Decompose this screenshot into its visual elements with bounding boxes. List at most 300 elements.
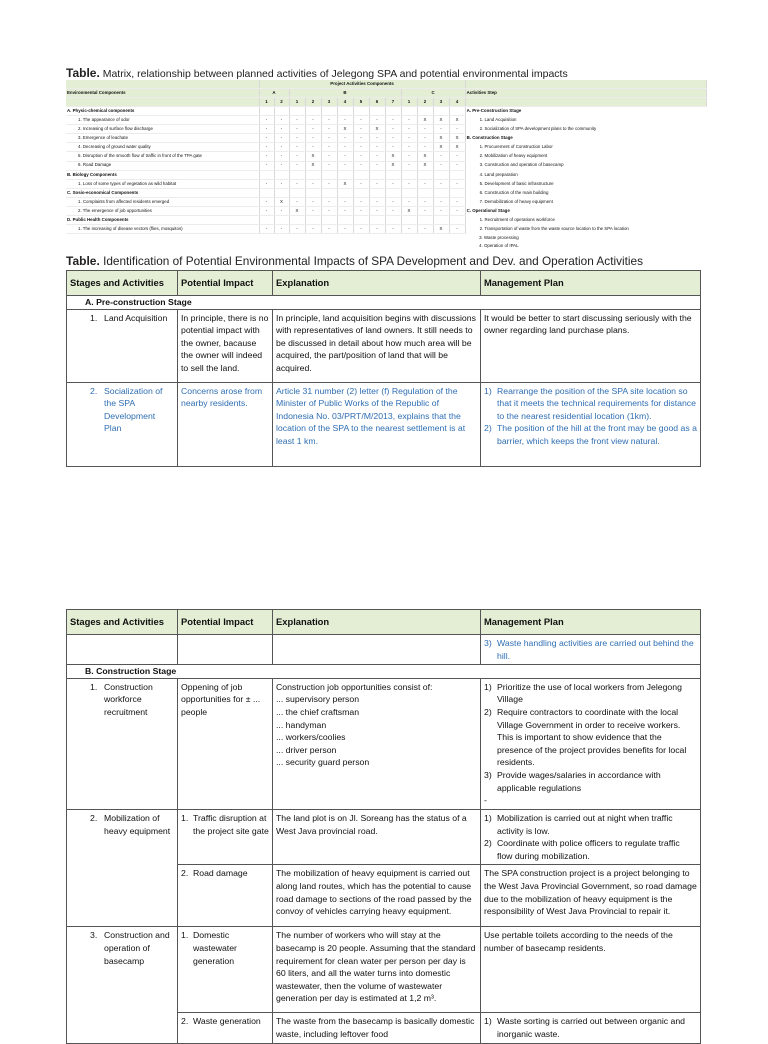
- plan-item: [484, 422, 697, 447]
- matrix-mark-empty: [385, 107, 401, 116]
- header-stages: Stages and Activities: [67, 271, 178, 296]
- matrix-mark-empty: [305, 107, 321, 116]
- matrix-activity-number: 1: [401, 98, 417, 107]
- matrix-activity-number: 3: [321, 98, 337, 107]
- impact-text: Domestic wastewater generation: [193, 930, 237, 966]
- matrix-component-label: 4. Decreasing of ground water quality: [66, 143, 259, 152]
- matrix-mark-empty: [337, 170, 353, 179]
- activity-cell: [67, 678, 178, 809]
- matrix-mark: -: [321, 197, 337, 206]
- matrix-mark-empty: [305, 188, 321, 197]
- matrix-empty: [259, 242, 274, 250]
- matrix-mark-empty: [417, 107, 433, 116]
- plan-item-text: Coordinate with police officers to regulate traffic flow during mobilization.: [497, 838, 680, 861]
- matrix-mark: -: [369, 134, 385, 143]
- header-plan: Management Plan: [481, 271, 701, 296]
- plan-item: [484, 681, 697, 706]
- matrix-mark: -: [305, 207, 321, 216]
- matrix-mark: -: [401, 116, 417, 125]
- matrix-empty: [321, 242, 337, 250]
- impact-cell: [178, 809, 273, 864]
- plan-item-text: The position of the hill at the front may be good as a barrier, which keeps the front view natural.: [497, 423, 697, 447]
- matrix-group-c: C: [401, 89, 465, 98]
- plan-cell: It would be better to start discussing seriously with the owner regarding land purchase plans.: [481, 309, 701, 382]
- table-row: [67, 927, 701, 1013]
- plan-item: [484, 706, 697, 769]
- matrix-mark-empty: [274, 216, 289, 225]
- matrix-row: [66, 242, 706, 250]
- matrix-mark: X: [305, 152, 321, 161]
- matrix-mark: -: [353, 152, 369, 161]
- table-row: [67, 809, 701, 864]
- activity-number: 3.: [90, 930, 98, 941]
- matrix-mark-empty: [289, 170, 305, 179]
- plan-cell: [481, 809, 701, 864]
- matrix-header-steps: Activities Step: [465, 89, 706, 98]
- matrix-mark: X: [449, 143, 465, 152]
- impact-cell: In principle, there is no potential impact with the owner, bacause the owner will indeed to sell the land.: [178, 309, 273, 382]
- matrix-caption: [66, 66, 568, 80]
- matrix-activity-number: 7: [385, 98, 401, 107]
- matrix-mark: -: [274, 125, 289, 134]
- matrix-mark: -: [337, 207, 353, 216]
- table-row: [67, 635, 701, 665]
- matrix-activity-step: 3. Waste processing: [479, 234, 519, 240]
- matrix-mark-empty: [289, 188, 305, 197]
- matrix-empty: [401, 242, 417, 250]
- matrix-mark: -: [449, 161, 465, 170]
- matrix-mark: -: [401, 134, 417, 143]
- matrix-mark: -: [321, 134, 337, 143]
- plan-item: [484, 837, 697, 862]
- matrix-mark-empty: [385, 188, 401, 197]
- matrix-mark-empty: [417, 216, 433, 225]
- matrix-mark: -: [369, 197, 385, 206]
- plan-item-text: Provide wages/salaries in accordance with applicable regulations: [497, 770, 661, 793]
- plan-item-text: Prioritize the use of local workers from Jelegong Village: [497, 681, 682, 705]
- plan-item-text: Require contractors to coordinate with the local Village Government in order to receive workers. This is important to show evidence that the presence of the project provides benefits for local residents.: [497, 707, 687, 768]
- plan-item-number: 1): [484, 1016, 492, 1027]
- matrix-mark-empty: [449, 216, 465, 225]
- activity-cell: [67, 635, 178, 665]
- matrix-mark: -: [369, 143, 385, 152]
- matrix-mark: -: [259, 134, 274, 143]
- matrix-mark-empty: [401, 216, 417, 225]
- matrix-mark: -: [417, 225, 433, 234]
- matrix-mark-empty: [353, 107, 369, 116]
- matrix-mark-empty: [353, 216, 369, 225]
- matrix-row: [66, 143, 706, 152]
- table-row: [67, 309, 701, 382]
- explanation-item: ... supervisory person: [276, 694, 360, 705]
- matrix-mark: -: [274, 116, 289, 125]
- activity-name: Construction and operation of basecamp: [104, 930, 170, 966]
- matrix-component-label: 3. Emergence of leachate: [66, 134, 259, 143]
- matrix-mark: -: [289, 125, 305, 134]
- matrix-mark-empty: [385, 170, 401, 179]
- matrix-mark-empty: [353, 188, 369, 197]
- explanation-cell: The waste from the basecamp is basically domestic waste, including leftover food: [273, 1013, 481, 1043]
- impact-cell: [178, 1013, 273, 1043]
- matrix-row: [66, 225, 706, 234]
- matrix-mark-empty: [321, 107, 337, 116]
- matrix-empty: [433, 242, 449, 250]
- matrix-activity-step: A. Pre-Construction Stage: [466, 108, 522, 114]
- matrix-mark: X: [433, 116, 449, 125]
- table-header-row: [67, 610, 701, 635]
- matrix-mark: -: [337, 161, 353, 170]
- matrix-mark: -: [401, 143, 417, 152]
- matrix-component-label: 2. The emergence of job opportunities: [66, 207, 259, 216]
- matrix-mark: -: [305, 143, 321, 152]
- matrix-mark: -: [417, 134, 433, 143]
- plan-cell: [481, 1013, 701, 1043]
- matrix-empty: [259, 234, 274, 243]
- stage-row: [67, 296, 701, 310]
- matrix-mark: -: [321, 143, 337, 152]
- activity-cell: [67, 309, 178, 382]
- matrix-mark: -: [369, 207, 385, 216]
- explanation-cell: In principle, land acquisition begins with discussions with representatives of land owners. It still needs to be discussed in detail about how much area will be acquired, the part/position of land that will be acquired.: [273, 309, 481, 382]
- plan-cell: [481, 382, 701, 466]
- matrix-empty: [305, 234, 321, 243]
- matrix-mark-empty: [259, 188, 274, 197]
- matrix-mark: -: [401, 125, 417, 134]
- matrix-activity-number: 1: [259, 98, 274, 107]
- matrix-mark: -: [259, 179, 274, 188]
- activity-name: Land Acquisition: [104, 312, 168, 323]
- matrix-empty: [369, 242, 385, 250]
- explanation-cell: [273, 678, 481, 809]
- matrix-mark-empty: [369, 188, 385, 197]
- matrix-row: [66, 188, 706, 197]
- matrix-component-label: 1. The increasing of disease vectors (flies, mosquitos): [66, 225, 259, 234]
- matrix-mark-empty: [321, 170, 337, 179]
- matrix-empty: [66, 234, 259, 243]
- impact-table-caption-label: Table.: [66, 254, 100, 268]
- matrix-mark: -: [369, 116, 385, 125]
- matrix-activity-number: 2: [417, 98, 433, 107]
- matrix-header-environment: Environmental Components: [66, 89, 259, 98]
- matrix-mark: -: [321, 125, 337, 134]
- matrix-mark: -: [417, 179, 433, 188]
- matrix-mark: -: [289, 143, 305, 152]
- matrix-empty: [321, 234, 337, 243]
- matrix-mark: X: [385, 161, 401, 170]
- matrix-mark: -: [433, 152, 449, 161]
- matrix-activity-step: 1. Procurement of Construction Labor: [479, 144, 553, 150]
- plan-item: [484, 385, 697, 423]
- matrix-mark: -: [337, 197, 353, 206]
- explanation-intro: Construction job opportunities consist of:: [276, 681, 433, 692]
- header-stages: Stages and Activities: [67, 610, 178, 635]
- matrix-mark: -: [417, 125, 433, 134]
- plan-item-text: Mobilization is carried out at night when traffic activity is low.: [497, 812, 673, 836]
- matrix-mark: -: [385, 179, 401, 188]
- matrix-mark: X: [417, 161, 433, 170]
- matrix-mark: -: [274, 134, 289, 143]
- matrix-mark-empty: [274, 188, 289, 197]
- matrix-mark: -: [337, 225, 353, 234]
- matrix-empty: [289, 234, 305, 243]
- matrix-empty: [401, 234, 417, 243]
- plan-cell: Use pertable toilets according to the needs of the number of basecamp residents.: [481, 927, 701, 1013]
- matrix-group-b: B: [289, 89, 401, 98]
- matrix-row: [66, 197, 706, 206]
- impact-cell: [178, 927, 273, 1013]
- impact-number: 2.: [181, 868, 189, 879]
- matrix-empty: [305, 242, 321, 250]
- matrix-mark: X: [401, 207, 417, 216]
- plan-item-number: 3): [484, 770, 492, 781]
- activity-cell: [67, 809, 178, 926]
- matrix-mark-empty: [369, 170, 385, 179]
- matrix-mark: -: [353, 143, 369, 152]
- matrix-mark: -: [433, 207, 449, 216]
- matrix-mark: -: [353, 179, 369, 188]
- matrix-activity-number: 1: [289, 98, 305, 107]
- impact-matrix-table: [66, 80, 707, 251]
- matrix-mark-empty: [321, 188, 337, 197]
- matrix-mark: X: [417, 152, 433, 161]
- matrix-activity-number: 3: [433, 98, 449, 107]
- matrix-mark-empty: [274, 107, 289, 116]
- matrix-component-label: 2. Increasing of surface flow discharge: [66, 125, 259, 134]
- matrix-header-empty: [66, 98, 259, 107]
- matrix-mark: -: [433, 179, 449, 188]
- matrix-empty: [385, 242, 401, 250]
- plan-item-number: 3): [484, 638, 492, 648]
- explanation-cell: The mobilization of heavy equipment is carried out along land routes, which has the potential to cause road damage to sections of the road passed by the convoy of vehicles carrying heavy equipment.: [273, 865, 481, 927]
- matrix-component-label: 1. The appearance of odor: [66, 116, 259, 125]
- matrix-mark-empty: [449, 188, 465, 197]
- matrix-empty: [337, 234, 353, 243]
- matrix-activity-step: 7. Demobilization of heavy equipment: [479, 198, 553, 204]
- matrix-mark: -: [289, 161, 305, 170]
- matrix-mark: -: [353, 197, 369, 206]
- matrix-mark: -: [321, 116, 337, 125]
- matrix-empty: [433, 234, 449, 243]
- matrix-mark: -: [305, 116, 321, 125]
- plan-item-text: Waste handling activities are carried out behind the hill.: [497, 638, 694, 661]
- matrix-mark: -: [369, 179, 385, 188]
- matrix-empty: [385, 234, 401, 243]
- impact-cell: [178, 865, 273, 927]
- matrix-row: [66, 107, 706, 116]
- matrix-mark: -: [385, 197, 401, 206]
- matrix-mark: -: [385, 116, 401, 125]
- matrix-mark: -: [337, 152, 353, 161]
- explanation-item: ... handyman: [276, 719, 327, 730]
- matrix-activity-step: 1. Recruitment of operations workforce: [479, 216, 555, 222]
- matrix-mark: -: [433, 161, 449, 170]
- matrix-mark: -: [417, 143, 433, 152]
- matrix-mark-empty: [449, 170, 465, 179]
- matrix-mark: -: [289, 179, 305, 188]
- matrix-mark-empty: [433, 216, 449, 225]
- matrix-header-row: [66, 98, 706, 107]
- matrix-empty: [449, 234, 465, 243]
- matrix-mark: -: [401, 197, 417, 206]
- matrix-mark-empty: [274, 170, 289, 179]
- matrix-mark: -: [305, 197, 321, 206]
- matrix-mark: -: [369, 161, 385, 170]
- matrix-mark: -: [259, 161, 274, 170]
- impact-cell: Concerns arose from nearby residents.: [178, 382, 273, 466]
- matrix-mark: -: [385, 134, 401, 143]
- activity-number: 2.: [90, 385, 98, 396]
- matrix-activity-number: 2: [305, 98, 321, 107]
- matrix-mark: -: [259, 152, 274, 161]
- explanation-cell: [273, 635, 481, 665]
- explanation-item: ... workers/coolies: [276, 732, 346, 743]
- matrix-component-label: D. Public Health Components: [66, 216, 259, 225]
- matrix-mark: -: [259, 143, 274, 152]
- matrix-mark: X: [337, 179, 353, 188]
- matrix-component-label: 1. Loss of some types of vegetation as wild habitat: [66, 179, 259, 188]
- matrix-mark: X: [369, 125, 385, 134]
- matrix-mark: -: [289, 152, 305, 161]
- plan-item-number: 1): [484, 681, 492, 692]
- plan-item: [484, 1015, 697, 1040]
- matrix-header-empty: [465, 98, 706, 107]
- plan-item-number: 1): [484, 812, 492, 823]
- matrix-mark: -: [259, 197, 274, 206]
- matrix-empty: [337, 242, 353, 250]
- matrix-mark: -: [385, 207, 401, 216]
- matrix-mark: -: [289, 116, 305, 125]
- plan-cell: [481, 678, 701, 809]
- matrix-mark-empty: [433, 107, 449, 116]
- matrix-mark: X: [449, 116, 465, 125]
- impact-number: 1.: [181, 812, 189, 823]
- matrix-activity-step: 3. Construction and operation of basecamp: [479, 162, 564, 168]
- matrix-empty: [417, 234, 433, 243]
- table-header-row: [67, 271, 701, 296]
- impact-text: Road damage: [193, 868, 248, 879]
- matrix-mark: -: [274, 161, 289, 170]
- matrix-mark: -: [385, 143, 401, 152]
- impact-table-caption-text: Identification of Potential Environmental Impacts of SPA Development and Dev. and Operation Activities: [99, 254, 643, 268]
- matrix-empty: [289, 242, 305, 250]
- plan-dash: -: [484, 795, 487, 806]
- matrix-row: [66, 161, 706, 170]
- matrix-row: [66, 116, 706, 125]
- matrix-mark: -: [305, 225, 321, 234]
- plan-item: [484, 769, 697, 794]
- plan-item-text: Rearrange the position of the SPA site location so that it meets the technical requirements for distance to the nearest residential location (1km).: [497, 385, 696, 421]
- matrix-mark-empty: [369, 216, 385, 225]
- matrix-mark-empty: [353, 170, 369, 179]
- explanation-item: ... the chief craftsman: [276, 707, 360, 718]
- impact-table-caption: [66, 254, 643, 268]
- matrix-activity-number: 2: [274, 98, 289, 107]
- matrix-row: [66, 234, 706, 243]
- matrix-empty: [369, 234, 385, 243]
- matrix-activity-step: 1. Land Acquisition: [479, 116, 517, 122]
- matrix-mark-empty: [259, 170, 274, 179]
- matrix-mark: -: [401, 225, 417, 234]
- activity-name: Construction workforce recruitment: [104, 681, 153, 718]
- matrix-mark: -: [401, 152, 417, 161]
- matrix-row: [66, 134, 706, 143]
- plan-cell: [481, 635, 701, 665]
- matrix-empty: [417, 242, 433, 250]
- matrix-mark-empty: [417, 188, 433, 197]
- impact-table-construction: [66, 609, 701, 1044]
- plan-item-number: 2): [484, 423, 492, 434]
- matrix-mark: -: [274, 225, 289, 234]
- matrix-mark: -: [321, 152, 337, 161]
- matrix-mark: X: [289, 207, 305, 216]
- plan-item: [484, 812, 697, 837]
- matrix-activity-step: 2. Socialization of SPA development plans to the community: [479, 126, 597, 132]
- matrix-activity-step: 6. Construction of the main building: [479, 189, 549, 195]
- matrix-mark: -: [305, 125, 321, 134]
- matrix-mark-empty: [305, 170, 321, 179]
- matrix-activity-step: 2. Transportation of waste from the waste source location to the SPA location: [479, 226, 629, 232]
- header-explanation: Explanation: [273, 610, 481, 635]
- matrix-activity-step: 2. Mobilization of heavy equipment: [479, 153, 548, 159]
- matrix-mark-empty: [417, 170, 433, 179]
- matrix-mark: -: [353, 134, 369, 143]
- matrix-mark: -: [353, 116, 369, 125]
- plan-item-number: 1): [484, 385, 492, 396]
- plan-cell: The SPA construction project is a project belonging to the West Java Provincial Government, so road damage due to the mobilization of heavy equipment is the responsibility of West Java Provincial to repair it.: [481, 865, 701, 927]
- matrix-mark-empty: [259, 107, 274, 116]
- matrix-activity-step: B. Construction Stage: [466, 135, 513, 141]
- header-explanation: Explanation: [273, 271, 481, 296]
- matrix-mark: -: [337, 116, 353, 125]
- matrix-mark: -: [449, 197, 465, 206]
- matrix-activity-step: C. Operational Stage: [466, 207, 510, 213]
- matrix-empty: [449, 242, 465, 250]
- matrix-mark: X: [274, 197, 289, 206]
- matrix-mark: -: [353, 225, 369, 234]
- matrix-mark: -: [321, 225, 337, 234]
- matrix-mark: -: [417, 207, 433, 216]
- matrix-mark: -: [321, 207, 337, 216]
- matrix-caption-text: Matrix, relationship between planned activities of Jelegong SPA and potential environmental impacts: [99, 68, 568, 80]
- matrix-mark: -: [433, 125, 449, 134]
- activity-cell: [67, 927, 178, 1043]
- matrix-mark: -: [274, 143, 289, 152]
- matrix-empty: [274, 242, 289, 250]
- matrix-mark: -: [449, 179, 465, 188]
- matrix-mark: -: [401, 179, 417, 188]
- matrix-activity-step: 5. Development of basic infrastructure: [479, 180, 554, 186]
- matrix-mark: -: [449, 225, 465, 234]
- matrix-group-a: A: [259, 89, 289, 98]
- matrix-mark: -: [337, 143, 353, 152]
- matrix-mark: X: [385, 152, 401, 161]
- matrix-component-label: 1. Complaints from affected residents emerged: [66, 197, 259, 206]
- matrix-mark: -: [289, 134, 305, 143]
- explanation-item: ... security guard person: [276, 757, 370, 768]
- matrix-mark: -: [305, 134, 321, 143]
- matrix-caption-label: Table.: [66, 66, 100, 80]
- matrix-activity-number: 4: [449, 98, 465, 107]
- matrix-mark: -: [274, 152, 289, 161]
- matrix-activity-number: 6: [369, 98, 385, 107]
- matrix-mark: -: [337, 134, 353, 143]
- stage-a-label: A. Pre-construction Stage: [67, 296, 701, 310]
- matrix-mark: -: [353, 161, 369, 170]
- plan-item-number: 2): [484, 707, 492, 718]
- matrix-row: [66, 207, 706, 216]
- matrix-mark: -: [353, 207, 369, 216]
- matrix-mark: -: [401, 161, 417, 170]
